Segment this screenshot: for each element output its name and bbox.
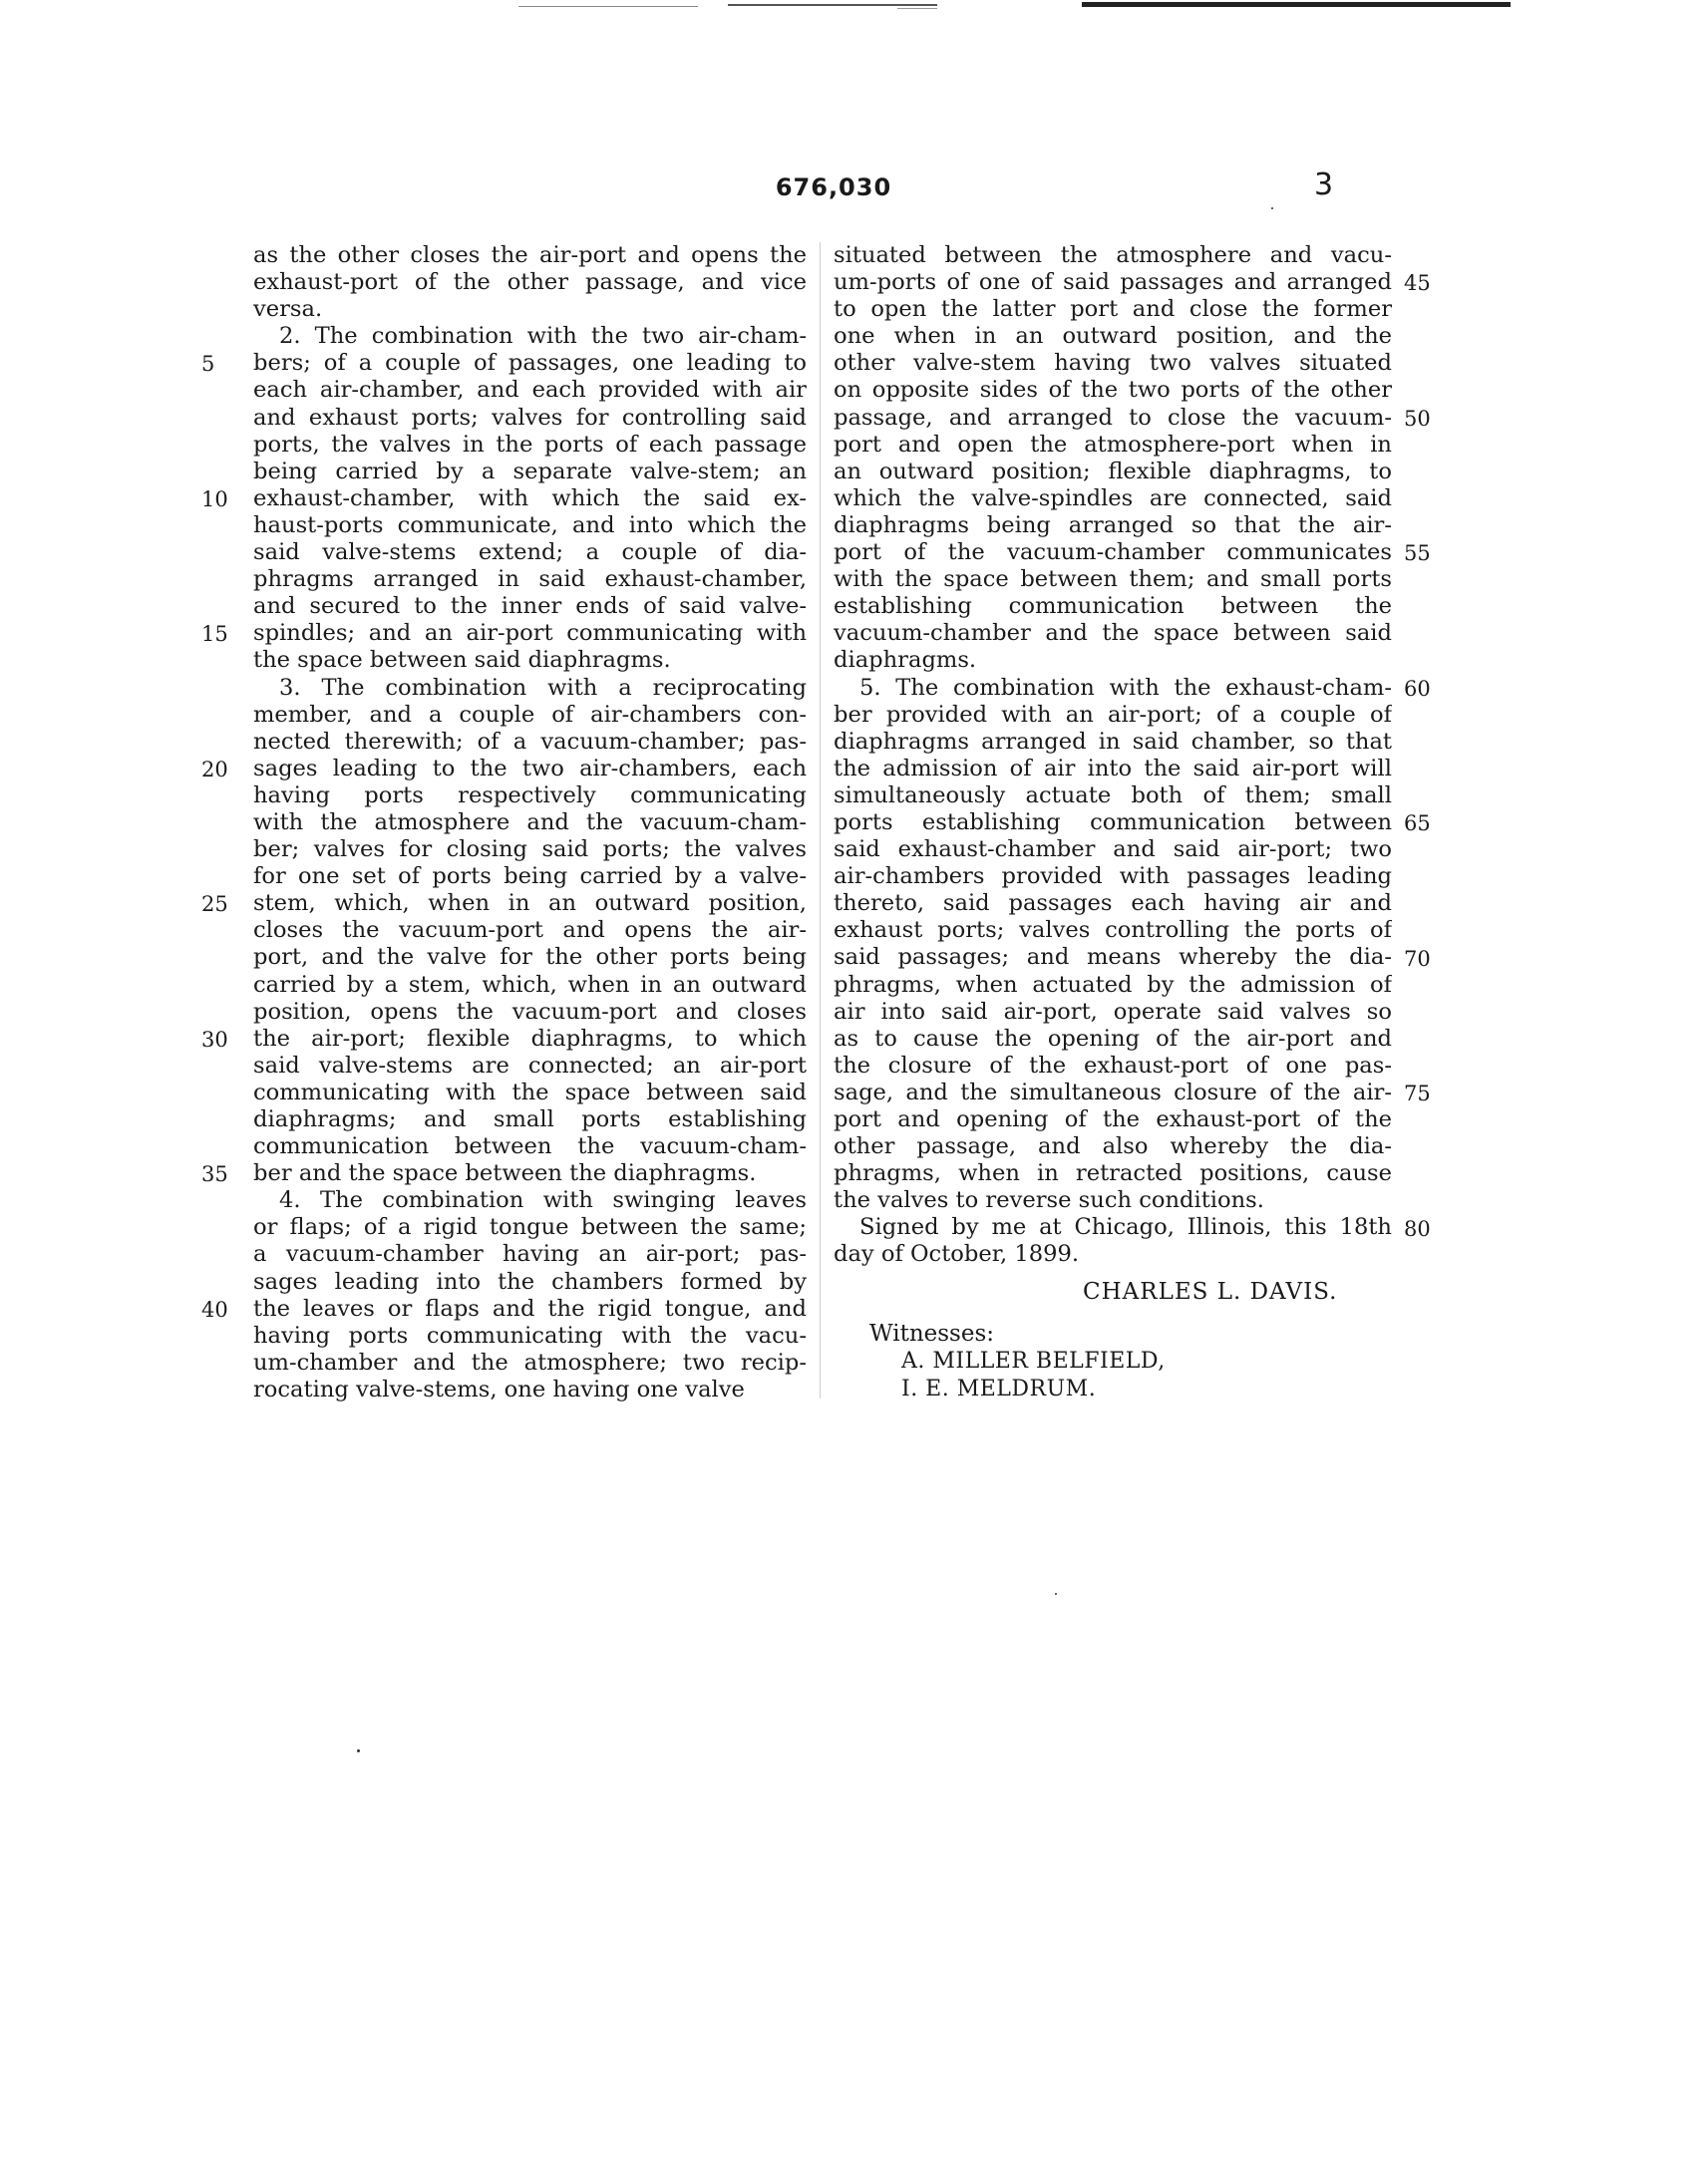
text-line: diaphragms being arranged so that the air-	[834, 511, 1392, 538]
text-line: diaphragms.	[834, 647, 977, 674]
text-line: the closure of the exhaust-port of one pas-	[834, 1052, 1392, 1079]
page-number: 3	[1314, 167, 1334, 202]
text-line: exhaust ports; valves controlling the ports of	[834, 917, 1392, 944]
scan-speck	[357, 1749, 360, 1752]
line-number: 20	[201, 757, 228, 781]
text-line: sages leading into the chambers formed by	[253, 1268, 807, 1295]
text-line: rocating valve-stems, one having one valve	[253, 1376, 745, 1403]
right-text-column	[834, 242, 1392, 1269]
line-number: 65	[1404, 811, 1431, 836]
text-line: and secured to the inner ends of said valve-	[253, 593, 807, 620]
text-line: ber provided with an air-port; of a couple of	[834, 701, 1392, 728]
text-line: the space between said diaphragms.	[253, 647, 671, 674]
line-number: 50	[1404, 406, 1431, 431]
line-number: 25	[201, 892, 228, 917]
witnesses-label: Witnesses:	[869, 1321, 995, 1347]
text-line: exhaust-chamber, with which the said ex-	[253, 484, 807, 511]
text-line: phragms arranged in said exhaust-chamber,	[253, 566, 807, 593]
scan-edge-mark	[1082, 2, 1511, 7]
text-line: 5. The combination with the exhaust-cham-	[859, 674, 1392, 701]
text-line: on opposite sides of the two ports of the other	[834, 377, 1392, 404]
text-line: a vacuum-chamber having an air-port; pas-	[253, 1241, 807, 1268]
text-line: communicating with the space between said	[253, 1079, 807, 1105]
scan-speck	[1271, 207, 1273, 209]
text-line: thereto, said passages each having air and	[834, 890, 1392, 917]
scan-edge-mark	[897, 8, 937, 9]
line-number: 75	[1404, 1082, 1431, 1106]
line-number: 40	[201, 1297, 228, 1322]
line-number: 45	[1404, 271, 1431, 296]
text-line: one when in an outward position, and the	[834, 323, 1392, 350]
text-line: diaphragms; and small ports establishing	[253, 1106, 807, 1132]
text-line: spindles; and an air-port communicating with	[253, 620, 807, 647]
text-line: or flaps; of a rigid tongue between the same;	[253, 1214, 807, 1241]
text-line: 3. The combination with a reciprocating	[279, 674, 807, 701]
text-line: the valves to reverse such conditions.	[834, 1187, 1264, 1214]
text-line: port of the vacuum-chamber communicates	[834, 539, 1392, 566]
scan-edge-mark	[728, 4, 937, 6]
text-line: bers; of a couple of passages, one leading to	[253, 350, 807, 377]
text-line: 4. The combination with swinging leaves	[279, 1187, 807, 1214]
text-line: with the atmosphere and the vacuum-cham-	[253, 808, 807, 835]
text-line: um-ports of one of said passages and arranged	[834, 269, 1392, 296]
text-line: um-chamber and the atmosphere; two recip-	[253, 1349, 807, 1376]
text-line: the air-port; flexible diaphragms, to which	[253, 1025, 807, 1052]
text-line: which the valve-spindles are connected, said	[834, 484, 1392, 511]
text-line: sages leading to the two air-chambers, each	[253, 755, 807, 781]
text-line: vacuum-chamber and the space between said	[834, 620, 1392, 647]
text-line: nected therewith; of a vacuum-chamber; pas-	[253, 728, 807, 755]
text-line: said passages; and means whereby the dia-	[834, 944, 1392, 971]
line-number: 55	[1404, 541, 1431, 566]
line-number: 15	[201, 622, 228, 647]
text-line: having ports respectively communicating	[253, 781, 807, 808]
text-line: other passage, and also whereby the dia-	[834, 1133, 1392, 1160]
column-divider	[820, 242, 821, 1399]
text-line: each air-chamber, and each provided with air	[253, 377, 807, 404]
line-number: 35	[201, 1162, 228, 1187]
text-line: as to cause the opening of the air-port and	[834, 1025, 1392, 1052]
text-line: ports, the valves in the ports of each passage	[253, 431, 807, 458]
text-line: for one set of ports being carried by a valve-	[253, 863, 807, 890]
text-line: diaphragms arranged in said chamber, so that	[834, 728, 1392, 755]
text-line: 2. The combination with the two air-cham-	[279, 323, 807, 350]
line-number: 5	[201, 352, 215, 377]
text-line: other valve-stem having two valves situated	[834, 350, 1392, 377]
text-line: ports establishing communication between	[834, 808, 1392, 835]
text-line: phragms, when in retracted positions, cause	[834, 1160, 1392, 1187]
text-line: passage, and arranged to close the vacuum-	[834, 404, 1392, 431]
line-number: 30	[201, 1027, 228, 1052]
text-line: said valve-stems are connected; an air-port	[253, 1052, 807, 1079]
text-line: the leaves or flaps and the rigid tongue, and	[253, 1295, 807, 1322]
text-line: said valve-stems extend; a couple of dia-	[253, 539, 807, 566]
line-number: 70	[1404, 946, 1431, 971]
text-line: position, opens the vacuum-port and closes	[253, 998, 807, 1025]
text-line: port, and the valve for the other ports being	[253, 944, 807, 971]
text-line: situated between the atmosphere and vacu-	[834, 242, 1392, 268]
inventor-signature: CHARLES L. DAVIS.	[1083, 1279, 1338, 1305]
text-line: air into said air-port, operate said valves so	[834, 998, 1392, 1025]
text-line: versa.	[253, 296, 323, 323]
text-line: member, and a couple of air-chambers con-	[253, 701, 807, 728]
patent-number: 676,030	[775, 173, 892, 201]
text-line: to open the latter port and close the former	[834, 296, 1392, 323]
text-line: carried by a stem, which, when in an outward	[253, 971, 807, 998]
text-line: closes the vacuum-port and opens the air-	[253, 917, 807, 944]
text-line: having ports communicating with the vacu-	[253, 1322, 807, 1349]
text-line: an outward position; flexible diaphragms, to	[834, 458, 1392, 484]
scan-speck	[1055, 1593, 1057, 1595]
text-line: sage, and the simultaneous closure of the air-	[834, 1079, 1392, 1105]
text-line: simultaneously actuate both of them; small	[834, 781, 1392, 808]
line-number: 10	[201, 486, 228, 511]
text-line: stem, which, when in an outward position,	[253, 890, 807, 917]
text-line: exhaust-port of the other passage, and vice	[253, 269, 807, 296]
text-line: Signed by me at Chicago, Illinois, this 18th	[859, 1214, 1392, 1241]
text-line: phragms, when actuated by the admission of	[834, 971, 1392, 998]
text-line: ber; valves for closing said ports; the valves	[253, 836, 807, 863]
text-line: ber and the space between the diaphragms.	[253, 1160, 757, 1187]
text-line: the admission of air into the said air-port will	[834, 755, 1392, 781]
witness-name: I. E. MELDRUM.	[901, 1377, 1097, 1402]
line-number: 80	[1404, 1216, 1431, 1241]
text-line: as the other closes the air-port and opens the	[253, 242, 807, 268]
text-line: being carried by a separate valve-stem; an	[253, 458, 807, 484]
witness-name: A. MILLER BELFIELD,	[901, 1349, 1166, 1374]
text-line: with the space between them; and small ports	[834, 566, 1392, 593]
scan-edge-mark	[518, 6, 698, 7]
left-text-column	[253, 242, 807, 1404]
text-line: said exhaust-chamber and said air-port; two	[834, 836, 1392, 863]
text-line: communication between the vacuum-cham-	[253, 1133, 807, 1160]
text-line: day of October, 1899.	[834, 1241, 1080, 1268]
text-line: port and opening of the exhaust-port of the	[834, 1106, 1392, 1132]
text-line: and exhaust ports; valves for controlling said	[253, 404, 807, 431]
text-line: port and open the atmosphere-port when in	[834, 431, 1392, 458]
line-number: 60	[1404, 676, 1431, 701]
text-line: air-chambers provided with passages leading	[834, 863, 1392, 890]
text-line: establishing communication between the	[834, 593, 1392, 620]
text-line: haust-ports communicate, and into which the	[253, 511, 807, 538]
